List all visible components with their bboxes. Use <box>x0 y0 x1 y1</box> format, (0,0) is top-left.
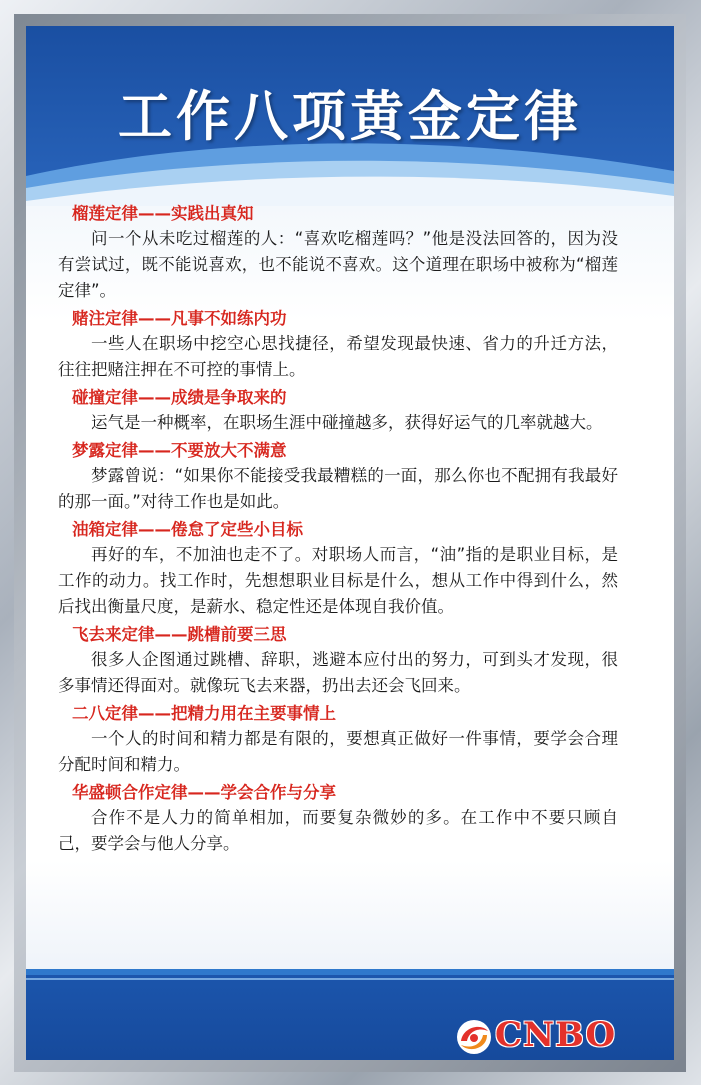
header-banner <box>26 26 674 216</box>
rule-body: 问一个从未吃过榴莲的人：“喜欢吃榴莲吗？”他是没法回答的，因为没有尝试过，既不能说喜欢，也不能说不喜欢。这个道理在职场中被称为“榴莲定律”。 <box>58 229 618 300</box>
rule-item <box>58 622 618 699</box>
rule-body: 合作不是人力的简单相加，而要复杂微妙的多。在工作中不要只顾自己，要学会与他人分享。 <box>58 808 618 853</box>
rule-body: 再好的车，不加油也走不了。对职场人而言，“油”指的是职业目标，是工作的动力。找工作时，先想想职业目标是什么，想从工作中得到什么，然后找出衡量尺度，是薪水、稳定性还是体现自我价值。 <box>58 545 618 616</box>
rule-body: 一些人在职场中挖空心思找捷径，希望发现最快速、省力的升迁方法，往往把赌注押在不可控的事情上。 <box>58 334 618 379</box>
rule-body: 很多人企图通过跳槽、辞职，逃避本应付出的努力，可到头才发现，很多事情还得面对。就像玩飞去来器，扔出去还会飞回来。 <box>58 650 618 695</box>
rule-title: 碰撞定律——成绩是争取来的 <box>72 388 287 407</box>
rule-item <box>58 385 618 436</box>
rule-body: 运气是一种概率，在职场生涯中碰撞越多，获得好运气的几率就越大。 <box>91 413 603 432</box>
rule-title: 二八定律——把精力用在主要事情上 <box>72 704 336 723</box>
cnbo-logo <box>455 1015 660 1065</box>
page-title: 工作八项黄金定律 <box>118 85 582 148</box>
rule-item <box>58 438 618 515</box>
footer-stripe <box>26 969 674 975</box>
rule-item <box>58 701 618 778</box>
rule-body: 一个人的时间和精力都是有限的，要想真正做好一件事情，要学会合理分配时间和精力。 <box>58 729 618 774</box>
rules-list <box>58 201 618 859</box>
rule-item <box>58 201 618 304</box>
rule-title: 华盛顿合作定律——学会合作与分享 <box>72 783 336 802</box>
logo-wordmark: CNBO <box>495 1015 617 1055</box>
rule-item <box>58 306 618 383</box>
rule-title: 飞去来定律——跳槽前要三思 <box>72 625 287 644</box>
rule-title: 油箱定律——倦怠了定些小目标 <box>72 520 303 539</box>
rule-title: 梦露定律——不要放大不满意 <box>72 441 287 460</box>
rule-item <box>58 517 618 620</box>
cnbo-swirl-logo-icon <box>455 1017 493 1057</box>
rule-item <box>58 780 618 857</box>
rule-title: 榴莲定律——实践出真知 <box>72 204 254 223</box>
rule-body: 梦露曾说：“如果你不能接受我最糟糕的一面，那么你也不配拥有我最好的那一面。”对待工作也是如此。 <box>58 466 618 511</box>
footer-stripe-thin <box>26 978 674 980</box>
rule-title: 赌注定律——凡事不如练内功 <box>72 309 287 328</box>
